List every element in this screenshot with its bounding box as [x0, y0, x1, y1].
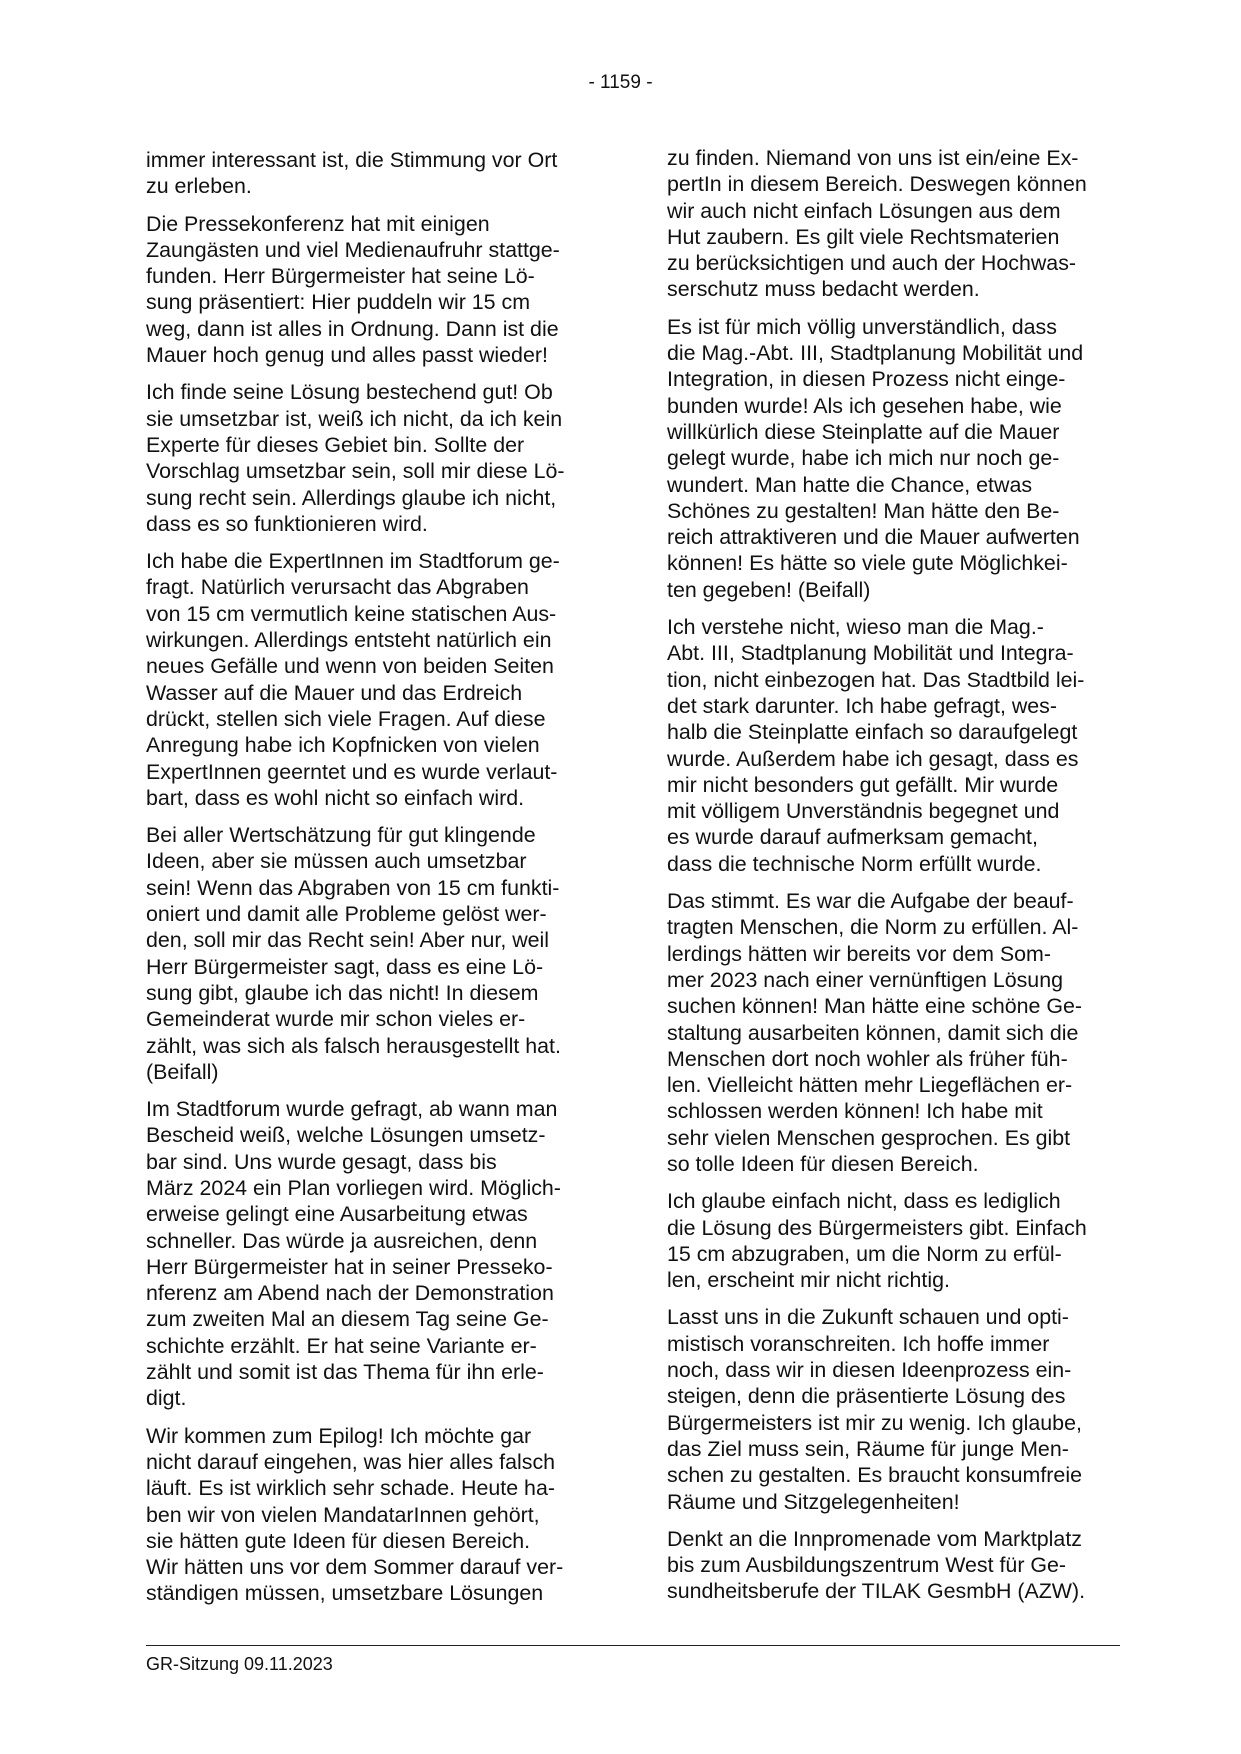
paragraph: zu finden. Niemand von uns ist ein/eine Ex- pertIn in diesem Bereich. Deswegen können wir auch nicht einfach Lösungen aus dem Hut zaubern. Es gilt viele Rechtsmaterien zu berücksichtigen und auch der Hochwas- serschutz muss bedacht werden.	[667, 146, 1087, 302]
paragraph: Es ist für mich völlig unverständlich, dass die Mag.-Abt. III, Stadtplanung Mobilität und Integration, in diesen Prozess nicht einge- bunden wurde! Als ich gesehen habe, wie willkürlich diese Steinplatte auf die Mauer gelegt wurde, habe ich mich nur noch ge- wundert. Man hatte die Chance, etwas Schönes zu gestalten! Man hätte den Be- reich attraktiveren und die Mauer aufwerten können! Es hätte so viele gute Möglichkei- ten gegeben! (Beifall)	[667, 314, 1084, 602]
footer-session-date: GR-Sitzung 09.11.2023	[146, 1654, 333, 1674]
paragraph: Die Pressekonferenz hat mit einigen Zaungästen und viel Medienaufruhr stattge- funden. Herr Bürgermeister hat seine Lö- sung präsentiert: Hier puddeln wir 15 cm weg, dann ist alles in Ordnung. Dann ist die Mauer hoch genug und alles passt wieder!	[146, 211, 560, 368]
paragraph: immer interessant ist, die Stimmung vor Ort zu erleben.	[146, 148, 558, 199]
right-column	[667, 145, 1127, 1616]
page-number: - 1159 -	[588, 72, 653, 93]
paragraph: Bei aller Wertschätzung für gut klingende Ideen, aber sie müssen auch umsetzbar sein! Wenn das Abgraben von 15 cm funkti- oniert und damit alle Probleme gelöst wer- den, soll mir das Recht sein! Aber nur, weil Herr Bürgermeister sagt, dass es eine Lö- sung gibt, glaube ich das nicht! In diesem Gemeinderat wurde mir schon vieles er- zählt, was sich als falsch herausgestellt hat. (Beifall)	[146, 823, 561, 1084]
footer-divider	[146, 1645, 1120, 1646]
paragraph: Denkt an die Innpromenade vom Marktplatz bis zum Ausbildungszentrum West für Ge- sundheitsberufe der TILAK GesmbH (AZW).	[667, 1526, 1086, 1604]
paragraph: Das stimmt. Es war die Aufgabe der beauf- tragten Menschen, die Norm zu erfüllen. Al- lerdings hätten wir bereits vor dem Som- mer 2023 nach einer vernünftigen Lösung suchen können! Man hätte eine schöne Ge- staltung ausarbeiten können, damit sich die Menschen dort noch wohler als früher füh- len. Vielleicht hätten mehr Liegeflächen er- schlossen werden können! Ich habe mit sehr vielen Menschen gesprochen. Es gibt so tolle Ideen für diesen Bereich.	[667, 889, 1083, 1176]
left-column	[146, 147, 616, 1618]
paragraph: Ich verstehe nicht, wieso man die Mag.- Abt. III, Stadtplanung Mobilität und Integra- tion, nicht einbezogen hat. Das Stadtbild lei- det stark darunter. Ich habe gefragt, wes- halb die Steinplatte einfach so daraufgelegt wurde. Außerdem habe ich gesagt, dass es mir nicht besonders gut gefällt. Mir wurde mit völligem Unverständnis begegnet und es wurde darauf aufmerksam gemacht, dass die technische Norm erfüllt wurde.	[667, 615, 1085, 876]
paragraph: Wir kommen zum Epilog! Ich möchte gar nicht darauf eingehen, was hier alles falsch läuft. Es ist wirklich sehr schade. Heute ha- ben wir von vielen MandatarInnen gehört, sie hätten gute Ideen für diesen Bereich. Wir hätten uns vor dem Sommer darauf ver- ständigen müssen, umsetzbare Lösungen	[146, 1423, 564, 1606]
paragraph: Ich habe die ExpertInnen im Stadtforum ge- fragt. Natürlich verursacht das Abgraben von 15 cm vermutlich keine statischen Aus- wirkungen. Allerdings entsteht natürlich ein neues Gefälle und wenn von beiden Seiten Wasser auf die Mauer und das Erdreich drückt, stellen sich viele Fragen. Auf diese Anregung habe ich Kopfnicken von vielen ExpertInnen geerntet und es wurde verlaut- bart, dass es wohl nicht so einfach wird.	[146, 549, 560, 810]
paragraph: Ich finde seine Lösung bestechend gut! Ob sie umsetzbar ist, weiß ich nicht, da ich kein Experte für dieses Gebiet bin. Sollte der Vorschlag umsetzbar sein, soll mir diese Lö- sung recht sein. Allerdings glaube ich nicht, dass es so funktionieren wird.	[146, 380, 565, 536]
paragraph: Lasst uns in die Zukunft schauen und opti- mistisch voranschreiten. Ich hoffe immer noch, dass wir in diesen Ideenprozess ein- steigen, denn die präsentierte Lösung des Bürgermeisters ist mir zu wenig. Ich glaube, das Ziel muss sein, Räume für junge Men- schen zu gestalten. Es braucht konsumfreie Räume und Sitzgelegenheiten!	[667, 1305, 1082, 1514]
paragraph: Ich glaube einfach nicht, dass es lediglich die Lösung des Bürgermeisters gibt. Einfach 15 cm abzugraben, um die Norm zu erfül- len, erscheint mir nicht richtig.	[667, 1189, 1087, 1293]
paragraph: Im Stadtforum wurde gefragt, ab wann man Bescheid weiß, welche Lösungen umsetz- bar sind. Uns wurde gesagt, dass bis März 2024 ein Plan vorliegen wird. Möglich- erweise gelingt eine Ausarbeitung etwas schneller. Das würde ja ausreichen, denn Herr Bürgermeister hat in seiner Presseko- nferenz am Abend nach der Demonstration zum zweiten Mal an diesem Tag seine Ge- schichte erzählt. Er hat seine Variante er- zählt und somit ist das Thema für ihn erle- digt.	[146, 1097, 561, 1411]
